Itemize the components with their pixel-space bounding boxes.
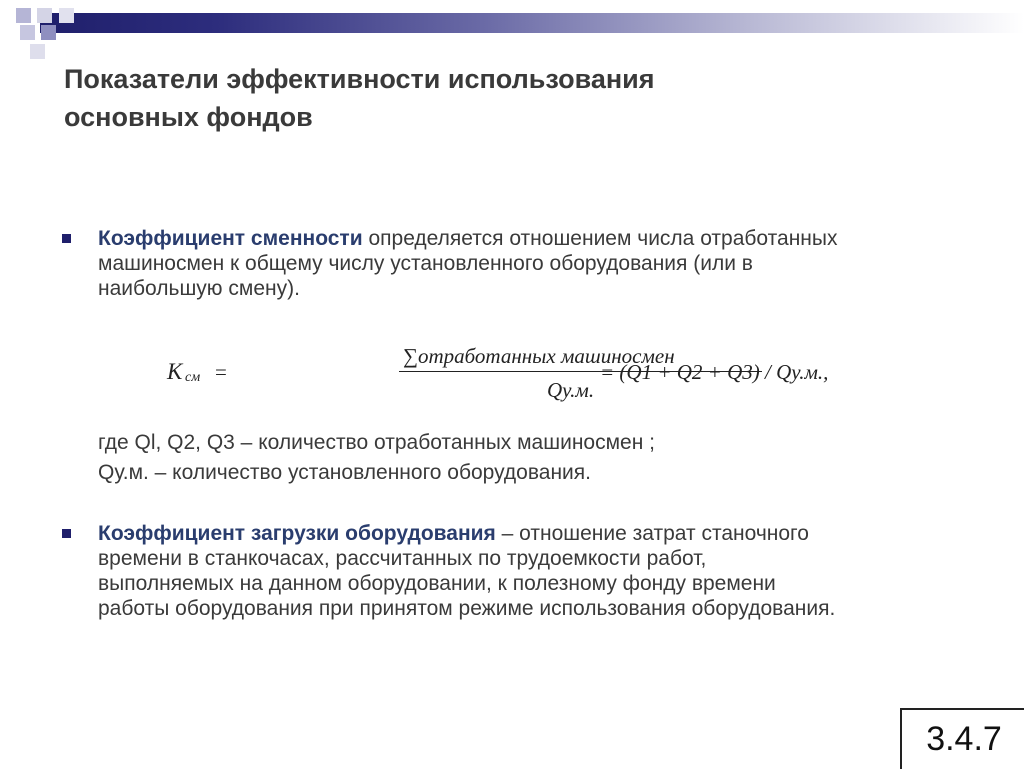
bullet-text [98, 521, 1018, 621]
decor-square [30, 44, 45, 59]
bullet-line: наибольшую смену). [98, 277, 300, 300]
square-bullet-icon [62, 529, 71, 538]
square-bullet-icon [62, 234, 71, 243]
title-line-1: Показатели эффективности использования [64, 64, 655, 94]
formula-legend-line-1: где Ql, Q2, Q3 – количество отработанных машиносмен ; [98, 431, 655, 454]
bullet-line: выполняемых на данном оборудовании, к полезному фонду времени [98, 572, 776, 595]
decor-square [37, 8, 52, 23]
page-title [64, 60, 964, 136]
bullet-item-load-ratio [62, 521, 1012, 631]
formula-legend-line-2: Qу.м. – количество установленного оборудования. [98, 461, 591, 484]
decor-square [59, 8, 74, 23]
decor-square [16, 8, 31, 23]
formula-lhs-subscript: см [185, 370, 201, 385]
formula-numerator: ∑отработанных машиносмен [403, 344, 675, 368]
formula-equals: = [215, 360, 227, 384]
decor-square [20, 25, 35, 40]
formula-lhs: K [167, 359, 183, 384]
bullet-line-rest: – отношение затрат станочного [495, 522, 809, 545]
decor-square [41, 25, 56, 40]
slide-number: 3.4.7 [900, 708, 1024, 769]
bullet-item-shift-ratio [62, 226, 1012, 306]
title-line-2: основных фондов [64, 102, 313, 132]
bullet-line: работы оборудования при принятом режиме использования оборудования. [98, 597, 836, 620]
bullet-term: Коэффициент сменности [98, 227, 363, 250]
formula-denominator: Qу.м. [547, 378, 595, 402]
bullet-term: Коэффициент загрузки оборудования [98, 522, 496, 545]
bullet-line: времени в станкочасах, рассчитанных по трудоемкости работ, [98, 547, 707, 570]
formula-rhs: = (Q1 + Q2 + Q3) / Qу.м., [600, 360, 829, 384]
header-gradient-bar [40, 13, 1024, 33]
bullet-line-rest: определяется отношением числа отработанных [362, 227, 838, 250]
bullet-line [98, 226, 1018, 251]
bullet-line [98, 521, 1018, 546]
bullet-text [98, 226, 1018, 301]
shift-ratio-formula [165, 340, 885, 410]
bullet-line: машиносмен к общему числу установленного оборудования (или в [98, 252, 753, 275]
